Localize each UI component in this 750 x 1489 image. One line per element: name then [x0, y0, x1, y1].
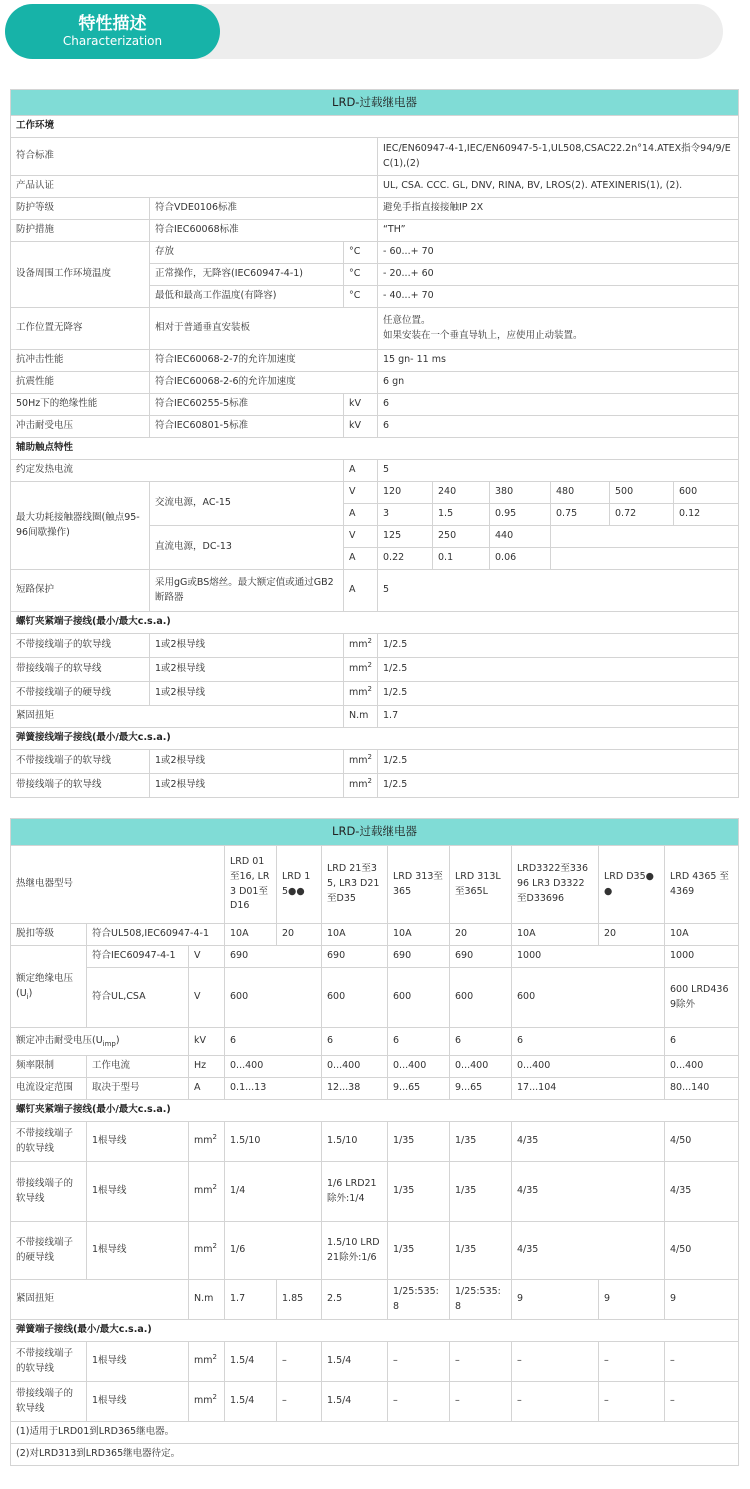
screw-row-value: 4/35 — [512, 1122, 665, 1162]
uimp-value: 6 — [322, 1028, 388, 1056]
freq-value: 0...400 — [512, 1056, 665, 1078]
screw-row-label: 不带接线端子的软导线 — [11, 634, 150, 658]
ac-v-value: 240 — [433, 482, 490, 504]
spring-row-value: 1.5/4 — [322, 1342, 388, 1382]
model-name: LRD3322至33696 LR3 D3322至D33696 — [512, 846, 599, 924]
temp-cond: 正常操作，无降容(IEC60947-4-1) — [150, 264, 344, 286]
section-spring-terminal-2: 弹簧端子接线(最小/最大c.s.a.) — [11, 1320, 739, 1342]
ac-v-value: 380 — [490, 482, 551, 504]
dc-a-value: 0.1 — [433, 548, 490, 570]
section-spring-terminal: 弹簧接线端子接线(最小/最大c.s.a.) — [11, 728, 739, 750]
dc-supply-label: 直流电源，DC-13 — [150, 526, 344, 570]
position-label: 工作位置无降容 — [11, 308, 150, 350]
ac-a-value: 1.5 — [433, 504, 490, 526]
model-name: LRD 313至365 — [388, 846, 450, 924]
impulse-label: 冲击耐受电压 — [11, 416, 150, 438]
range-value: 9...65 — [450, 1078, 512, 1100]
table-1-header: LRD-过载继电器 — [11, 90, 739, 116]
dc-v-value: 125 — [378, 526, 433, 548]
spring-row-unit: $mm^2$ — [189, 1382, 225, 1422]
screw-row-value: 1/35 — [388, 1162, 450, 1222]
screw-row-label: 不带接线端子的硬导线 — [11, 682, 150, 706]
spring-row-cond: 1或2根导线 — [150, 774, 344, 798]
freq-value: 0...400 — [450, 1056, 512, 1078]
screw-row-value: 1/4 — [225, 1162, 322, 1222]
section-aux-contacts: 辅助触点特性 — [11, 438, 739, 460]
std-value: IEC/EN60947-4-1,IEC/EN60947-5-1,UL508,CSAC22.2n°14.ATEX指令94/9/EC(1),(2) — [378, 138, 739, 176]
dc-v-value: 250 — [433, 526, 490, 548]
ac-a-value: 0.12 — [674, 504, 739, 526]
temp-value: - 60...+ 70 — [378, 242, 739, 264]
insulation-cond: 符合IEC60255-5标准 — [150, 394, 344, 416]
protection-std: 符合VDE0106标准 — [150, 198, 378, 220]
max-coil-label: 最大功耗接触器线圈(触点95-96间歇操作) — [11, 482, 150, 570]
ac-a-value: 0.72 — [610, 504, 674, 526]
unit-text: mm — [349, 779, 368, 791]
ui-iec-value: 690 — [225, 946, 322, 968]
screw-row-cond: 1根导线 — [87, 1162, 189, 1222]
model-name: LRD 4365 至4369 — [665, 846, 739, 924]
trip-class-cond: 符合UL508,IEC60947-4-1 — [87, 924, 225, 946]
spring-row-value: – — [450, 1382, 512, 1422]
uimp-value: 6 — [512, 1028, 665, 1056]
short-circuit-label: 短路保护 — [11, 570, 150, 612]
ac-v-unit: V — [344, 482, 378, 504]
screw-row-value: 4/50 — [665, 1222, 739, 1280]
ui-iec-value: 690 — [388, 946, 450, 968]
screw-row-value: 1/35 — [450, 1222, 512, 1280]
spring-row-value: 1/2.5 — [378, 750, 739, 774]
screw-row-value: 4/35 — [665, 1162, 739, 1222]
trip-value: 10A — [225, 924, 277, 946]
spring-row-value: 1/2.5 — [378, 774, 739, 798]
screw-row-value: 1/35 — [388, 1222, 450, 1280]
dc-v-unit: V — [344, 526, 378, 548]
unit-text: mm — [349, 663, 368, 675]
screw-row-unit: $mm^2$ — [189, 1122, 225, 1162]
temp-cond: 最低和最高工作温度(有降容) — [150, 286, 344, 308]
ac-supply-label: 交流电源，AC-15 — [150, 482, 344, 526]
uimp-value: 6 — [225, 1028, 322, 1056]
impulse-unit: kV — [344, 416, 378, 438]
model-name: LRD 15●● — [277, 846, 322, 924]
position-cond: 相对于普通垂直安装板 — [150, 308, 378, 350]
ui-ul-value: 600 — [450, 968, 512, 1028]
trip-class-label: 脱扣等级 — [11, 924, 87, 946]
uimp-value: 6 — [388, 1028, 450, 1056]
screw-row-cond: 1或2根导线 — [150, 682, 344, 706]
trip-value: 10A — [388, 924, 450, 946]
screw-row-value: 1/35 — [450, 1162, 512, 1222]
ui-ul-value: 600 — [388, 968, 450, 1028]
screw-row-label: 带接线端子的软导线 — [11, 658, 150, 682]
spring-row-value: – — [599, 1382, 665, 1422]
ui-ul-unit: V — [189, 968, 225, 1028]
freq-value: 0...400 — [388, 1056, 450, 1078]
ac-a-value: 0.75 — [551, 504, 610, 526]
position-value-line1: 任意位置。 — [383, 314, 431, 326]
spring-row-value: – — [665, 1342, 739, 1382]
unit-text: mm — [194, 1135, 213, 1147]
range-value: 80...140 — [665, 1078, 739, 1100]
screw-row-value: 1/2.5 — [378, 634, 739, 658]
cert-label: 产品认证 — [11, 176, 378, 198]
screw-row-value: 1.5/10 — [225, 1122, 322, 1162]
torque-value: 1.7 — [225, 1280, 277, 1320]
spring-row-value: – — [388, 1382, 450, 1422]
spring-row-value: – — [277, 1342, 322, 1382]
ui-iec-cond: 符合IEC60947-4-1 — [87, 946, 189, 968]
unit-text: mm — [194, 1395, 213, 1407]
spring-row-label: 不带接线端子的软导线 — [11, 1342, 87, 1382]
model-label: 热继电器型号 — [11, 846, 225, 924]
screw-row-value: 1/35 — [388, 1122, 450, 1162]
freq-unit: Hz — [189, 1056, 225, 1078]
spring-row-value: 1.5/4 — [225, 1342, 277, 1382]
spring-row-value: – — [665, 1382, 739, 1422]
vibration-value: 6 gn — [378, 372, 739, 394]
torque-value: 1.7 — [378, 706, 739, 728]
measure-label: 防护措施 — [11, 220, 150, 242]
screw-row-cond: 1根导线 — [87, 1122, 189, 1162]
screw-row-unit: $mm^2$ — [344, 658, 378, 682]
screw-row-value: 1/2.5 — [378, 682, 739, 706]
ui-label-text: 额定绝缘电压(U — [16, 972, 74, 999]
trip-value: 20 — [599, 924, 665, 946]
spring-row-value: – — [277, 1382, 322, 1422]
ui-ul-value: 600 — [322, 968, 388, 1028]
ui-iec-value: 690 — [322, 946, 388, 968]
screw-row-value: 1/2.5 — [378, 658, 739, 682]
protection-value: 避免手指直接接触IP 2X — [378, 198, 739, 220]
shock-label: 抗冲击性能 — [11, 350, 150, 372]
ac-v-value: 480 — [551, 482, 610, 504]
screw-row-unit: $mm^2$ — [189, 1162, 225, 1222]
thermal-current-value: 5 — [378, 460, 739, 482]
range-value: 9...65 — [388, 1078, 450, 1100]
screw-row-value: 1/6 LRD21除外:1/4 — [322, 1162, 388, 1222]
spring-row-label: 带接线端子的软导线 — [11, 1382, 87, 1422]
shock-value: 15 gn- 11 ms — [378, 350, 739, 372]
thermal-current-unit: A — [344, 460, 378, 482]
lrd-spec-table-2 — [10, 818, 739, 1466]
section-title-badge — [5, 4, 220, 59]
temp-value: - 40...+ 70 — [378, 286, 739, 308]
shock-cond: 符合IEC60068-2-7的允许加速度 — [150, 350, 378, 372]
spring-row-value: – — [599, 1342, 665, 1382]
screw-row-value: 4/35 — [512, 1162, 665, 1222]
protection-label: 防护等级 — [11, 198, 150, 220]
dc-a-empty — [551, 548, 739, 570]
temp-label: 设备周围工作环境温度 — [11, 242, 150, 308]
trip-value: 20 — [277, 924, 322, 946]
model-name: LRD D35●● — [599, 846, 665, 924]
measure-value: “TH” — [378, 220, 739, 242]
spring-row-unit: $mm^2$ — [344, 774, 378, 798]
section-title-en: Characterization — [62, 34, 163, 48]
impulse-value: 6 — [378, 416, 739, 438]
insulation-label: 50Hz下的绝缘性能 — [11, 394, 150, 416]
ac-a-value: 3 — [378, 504, 433, 526]
range-cond: 取决于型号 — [87, 1078, 189, 1100]
ac-a-value: 0.95 — [490, 504, 551, 526]
trip-value: 20 — [450, 924, 512, 946]
model-name: LRD 313L至365L — [450, 846, 512, 924]
uimp-value: 6 — [665, 1028, 739, 1056]
section-screw-terminal: 螺钉夹紧端子接线(最小/最大c.s.a.) — [11, 612, 739, 634]
spring-row-value: – — [388, 1342, 450, 1382]
screw-row-value: 4/35 — [512, 1222, 665, 1280]
screw-row-cond: 1或2根导线 — [150, 658, 344, 682]
range-unit: A — [189, 1078, 225, 1100]
uimp-label-text: 额定冲击耐受电压(U — [16, 1035, 103, 1047]
ui-label-close: ) — [28, 987, 33, 999]
screw-row-value: 1.5/10 LRD21除外:1/6 — [322, 1222, 388, 1280]
vibration-cond: 符合IEC60068-2-6的允许加速度 — [150, 372, 378, 394]
ui-iec-value: 1000 — [665, 946, 739, 968]
temp-cond: 存放 — [150, 242, 344, 264]
dc-v-value: 440 — [490, 526, 551, 548]
torque-value: 9 — [665, 1280, 739, 1320]
ui-label-sub: i — [26, 992, 29, 1001]
trip-value: 10A — [322, 924, 388, 946]
ui-iec-value: 1000 — [512, 946, 665, 968]
uimp-unit: kV — [189, 1028, 225, 1056]
spring-row-label: 不带接线端子的软导线 — [11, 750, 150, 774]
freq-cond: 工作电流 — [87, 1056, 189, 1078]
insulation-unit: kV — [344, 394, 378, 416]
range-value: 0.1...13 — [225, 1078, 322, 1100]
lrd-spec-table-1 — [10, 89, 739, 798]
spring-row-value: – — [450, 1342, 512, 1382]
ui-ul-value: 600 — [225, 968, 322, 1028]
temp-unit: °C — [344, 242, 378, 264]
torque-value: 9 — [512, 1280, 599, 1320]
unit-text: mm — [349, 639, 368, 651]
std-label: 符合标准 — [11, 138, 378, 176]
table-2-header: LRD-过载继电器 — [11, 819, 739, 846]
dc-v-empty — [551, 526, 739, 548]
torque-unit-2: N.m — [189, 1280, 225, 1320]
screw-row-cond: 1或2根导线 — [150, 634, 344, 658]
uimp-label — [11, 1028, 189, 1056]
ui-iec-unit: V — [189, 946, 225, 968]
ui-ul-value: 600 — [512, 968, 665, 1028]
unit-text: mm — [349, 755, 368, 767]
torque-value: 2.5 — [322, 1280, 388, 1320]
uimp-label-close: ) — [115, 1035, 120, 1047]
screw-row-value: 1/6 — [225, 1222, 322, 1280]
short-circuit-cond: 采用gG或BS熔丝。最大额定值或通过GB2断路器 — [150, 570, 344, 612]
torque-value: 9 — [599, 1280, 665, 1320]
torque-value: 1.85 — [277, 1280, 322, 1320]
torque-unit: N.m — [344, 706, 378, 728]
ui-label — [11, 946, 87, 1028]
spring-row-cond: 1根导线 — [87, 1342, 189, 1382]
uimp-value: 6 — [450, 1028, 512, 1056]
screw-row-value: 1.5/10 — [322, 1122, 388, 1162]
thermal-current-label: 约定发热电流 — [11, 460, 344, 482]
uimp-label-sub: imp — [102, 1040, 116, 1049]
screw-row-value: 1/35 — [450, 1122, 512, 1162]
model-name: LRD 01至16, LR3 D01至D16 — [225, 846, 277, 924]
cert-value: UL, CSA. CCC. GL, DNV, RINA, BV, LROS(2). ATEXINERIS(1), (2). — [378, 176, 739, 198]
ac-v-value: 500 — [610, 482, 674, 504]
ac-v-value: 120 — [378, 482, 433, 504]
screw-row-unit: $mm^2$ — [344, 682, 378, 706]
measure-std: 符合IEC60068标准 — [150, 220, 378, 242]
spring-row-cond: 1或2根导线 — [150, 750, 344, 774]
temp-unit: °C — [344, 264, 378, 286]
footnote-1: (1)适用于LRD01到LRD365继电器。 — [11, 1422, 739, 1444]
dc-a-unit: A — [344, 548, 378, 570]
unit-text: mm — [194, 1244, 213, 1256]
ac-v-value: 600 — [674, 482, 739, 504]
impulse-cond: 符合IEC60801-5标准 — [150, 416, 344, 438]
unit-text: mm — [194, 1185, 213, 1197]
ui-ul-cond: 符合UL,CSA — [87, 968, 189, 1028]
spring-row-value: 1.5/4 — [225, 1382, 277, 1422]
spring-row-value: – — [512, 1342, 599, 1382]
unit-text: mm — [349, 687, 368, 699]
model-name: LRD 21至35, LR3 D21至D35 — [322, 846, 388, 924]
dc-a-value: 0.22 — [378, 548, 433, 570]
position-value — [378, 308, 739, 350]
range-label: 电流设定范围 — [11, 1078, 87, 1100]
spring-row-label: 带接线端子的软导线 — [11, 774, 150, 798]
footnote-2: (2)对LRD313到LRD365继电器待定。 — [11, 1444, 739, 1466]
screw-row-label: 带接线端子的软导线 — [11, 1162, 87, 1222]
insulation-value: 6 — [378, 394, 739, 416]
screw-row-cond: 1根导线 — [87, 1222, 189, 1280]
dc-a-value: 0.06 — [490, 548, 551, 570]
trip-value: 10A — [665, 924, 739, 946]
vibration-label: 抗震性能 — [11, 372, 150, 394]
range-value: 12...38 — [322, 1078, 388, 1100]
spring-row-cond: 1根导线 — [87, 1382, 189, 1422]
ui-iec-value: 690 — [450, 946, 512, 968]
freq-label: 频率限制 — [11, 1056, 87, 1078]
position-value-line2: 如果安装在一个垂直导轨上，应使用止动装置。 — [383, 329, 583, 341]
freq-value: 0...400 — [665, 1056, 739, 1078]
spring-row-unit: $mm^2$ — [344, 750, 378, 774]
ac-a-unit: A — [344, 504, 378, 526]
torque-label-2: 紧固扭矩 — [11, 1280, 189, 1320]
screw-row-unit: $mm^2$ — [344, 634, 378, 658]
torque-value: 1/25:535:8 — [450, 1280, 512, 1320]
temp-value: - 20...+ 60 — [378, 264, 739, 286]
short-circuit-value: 5 — [378, 570, 739, 612]
spring-row-unit: $mm^2$ — [189, 1342, 225, 1382]
screw-row-label: 不带接线端子的软导线 — [11, 1122, 87, 1162]
torque-label: 紧固扭矩 — [11, 706, 344, 728]
short-circuit-unit: A — [344, 570, 378, 612]
range-value: 17...104 — [512, 1078, 665, 1100]
temp-unit: °C — [344, 286, 378, 308]
unit-text: mm — [194, 1355, 213, 1367]
trip-value: 10A — [512, 924, 599, 946]
screw-row-unit: $mm^2$ — [189, 1222, 225, 1280]
spring-row-value: 1.5/4 — [322, 1382, 388, 1422]
freq-value: 0...400 — [322, 1056, 388, 1078]
torque-value: 1/25:535:8 — [388, 1280, 450, 1320]
spring-row-value: – — [512, 1382, 599, 1422]
screw-row-label: 不带接线端子的硬导线 — [11, 1222, 87, 1280]
section-screw-terminal-2: 螺钉夹紧端子接线(最小/最大c.s.a.) — [11, 1100, 739, 1122]
ui-ul-value: 600 LRD4369除外 — [665, 968, 739, 1028]
screw-row-value: 4/50 — [665, 1122, 739, 1162]
section-work-env: 工作环境 — [11, 116, 739, 138]
section-title-zh: 特性描述 — [78, 14, 147, 34]
freq-value: 0...400 — [225, 1056, 322, 1078]
